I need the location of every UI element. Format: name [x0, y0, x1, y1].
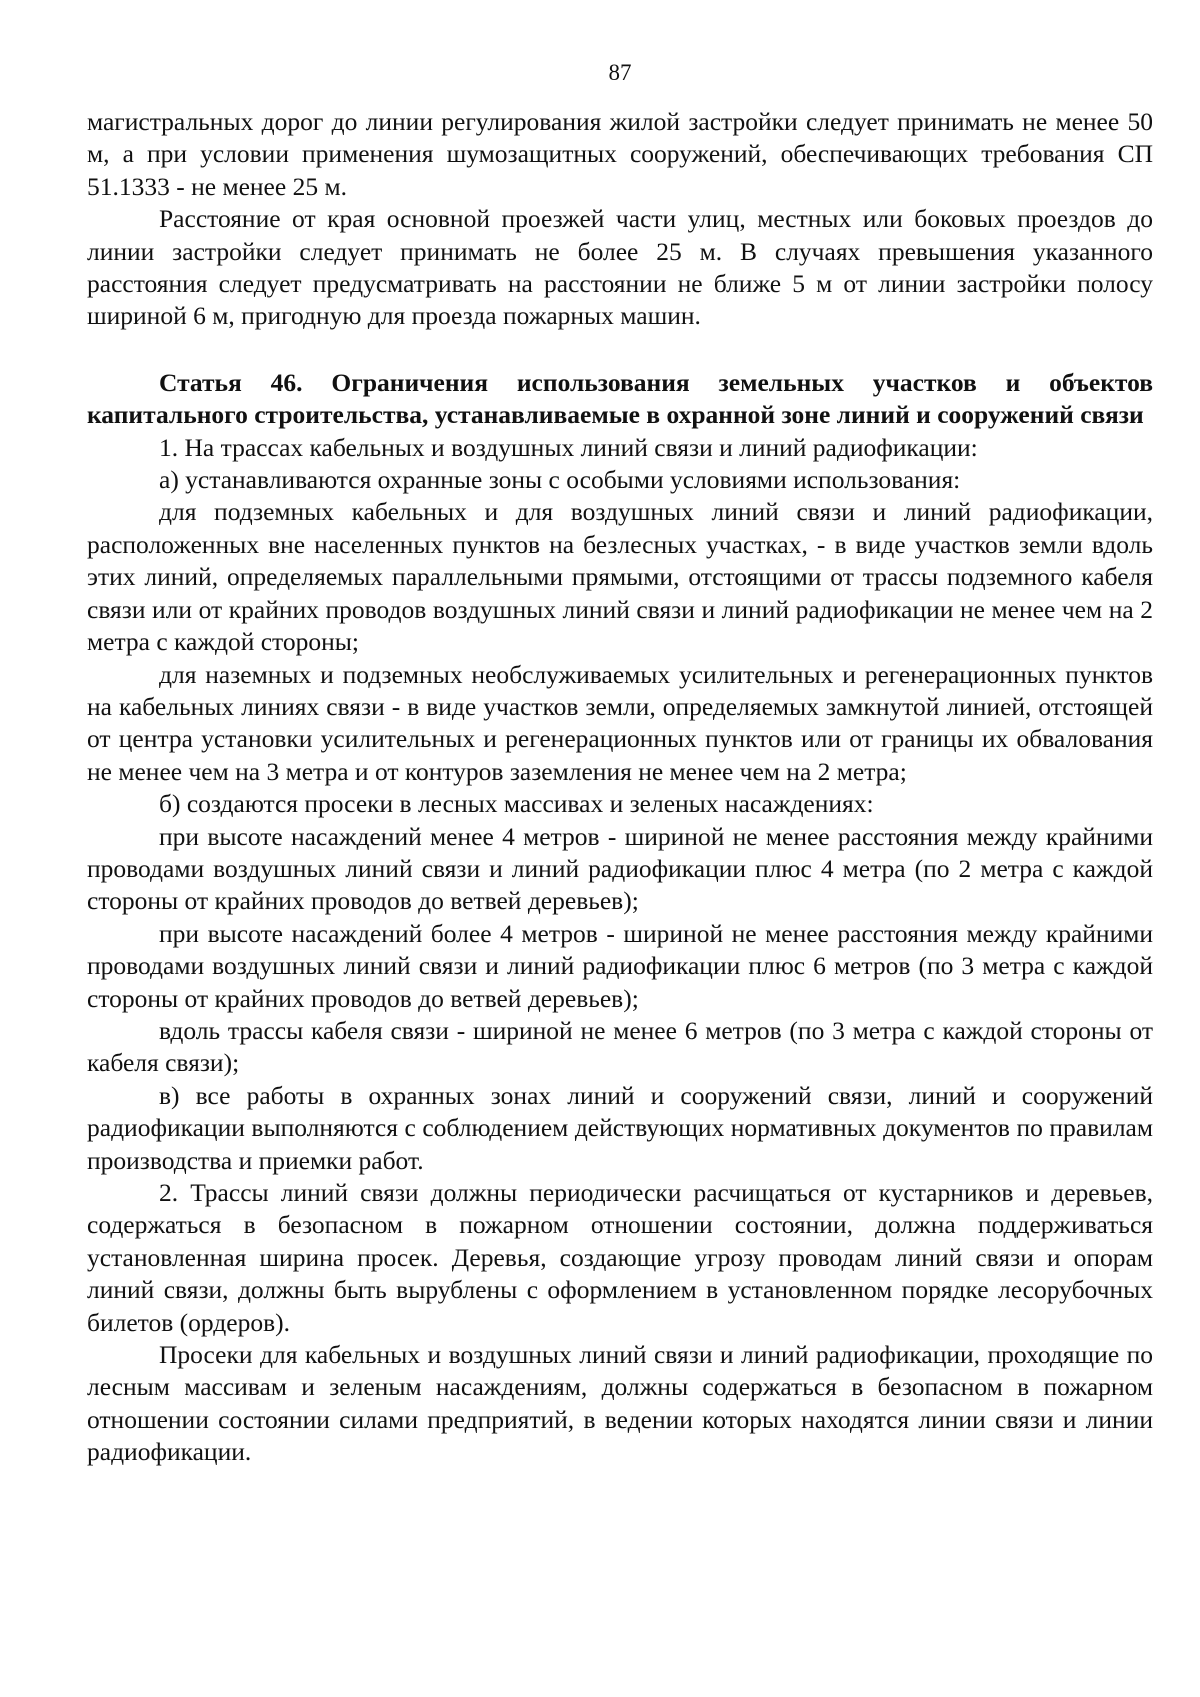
paragraph: вдоль трассы кабеля связи - шириной не менее 6 метров (по 3 метра с каждой стороны от кабеля связи); [87, 1015, 1153, 1078]
paragraph-continuation: магистральных дорог до линии регулирования жилой застройки следует принимать не менее 50 м, а при условии применения шумозащитных сооружений, обеспечивающих требования СП 51.1333 - не менее 25 м. [87, 107, 1153, 201]
paragraph: для наземных и подземных необслуживаемых усилительных и регенерационных пунктов на кабельных линиях связи - в виде участков земли, определяемых замкнутой линией, отстоящей от центра установки усилительных и регенерационных пунктов или от границы их обвалования не менее чем на 3 метра и от контуров заземления не менее чем на 2 метра; [87, 659, 1153, 786]
paragraph: в) все работы в охранных зонах линий и сооружений связи, линий и сооружений радиофикации выполняются с соблюдением действующих нормативных документов по правилам производства и приемки работ. [87, 1080, 1153, 1175]
document-page [87, 58, 1153, 1469]
paragraph: 2. Трассы линий связи должны периодически расчищаться от кустарников и деревьев, содержаться в безопасном в пожарном отношении состоянии, должна поддерживаться установленная ширина просек. Деревья, создающие угрозу проводам линий связи и опорам линий связи, должны быть вырублены с оформлением в установленном порядке лесорубочных билетов (ордеров). [87, 1178, 1153, 1337]
article-heading: Статья 46. Ограничения использования земельных участков и объектов капитального строительства, устанавливаемые в охранной зоне линий и сооружений связи [87, 367, 1153, 430]
paragraph: для подземных кабельных и для воздушных линий связи и линий радиофикации, расположенных вне населенных пунктов на безлесных участках, - в виде участков земли вдоль этих линий, определяемых параллельными прямыми, отстоящими от трассы подземного кабеля связи или от крайних проводов воздушных линий связи и линий радиофикации не менее чем на 2 метра с каждой стороны; [87, 497, 1153, 657]
paragraph: а) устанавливаются охранные зоны с особыми условиями использования: [159, 465, 961, 495]
paragraph: Расстояние от края основной проезжей части улиц, местных или боковых проездов до линии застройки следует принимать не более 25 м. В случаях превышения указанного расстояния следует предусматривать на расстоянии не ближе 5 м от линии застройки полосу шириной 6 м, пригодную для проезда пожарных машин. [87, 204, 1153, 331]
page-number: 87 [608, 60, 632, 85]
paragraph: б) создаются просеки в лесных массивах и зеленых насаждениях: [159, 789, 874, 819]
paragraph: при высоте насаждений более 4 метров - шириной не менее расстояния между крайними проводами воздушных линий связи и линий радиофикации плюс 6 метров (по 3 метра с каждой стороны от крайних проводов до ветвей деревьев); [87, 918, 1153, 1013]
paragraph: при высоте насаждений менее 4 метров - шириной не менее расстояния между крайними проводами воздушных линий связи и линий радиофикации плюс 4 метра (по 2 метра с каждой стороны от крайних проводов до ветвей деревьев); [87, 821, 1153, 916]
paragraph: 1. На трассах кабельных и воздушных линий связи и линий радиофикации: [159, 432, 978, 462]
paragraph: Просеки для кабельных и воздушных линий связи и линий радиофикации, проходящие по лесным массивам и зеленым насаждениям, должны содержаться в безопасном в пожарном отношении состоянии силами предприятий, в ведении которых находятся линии связи и линии радиофикации. [87, 1340, 1153, 1467]
